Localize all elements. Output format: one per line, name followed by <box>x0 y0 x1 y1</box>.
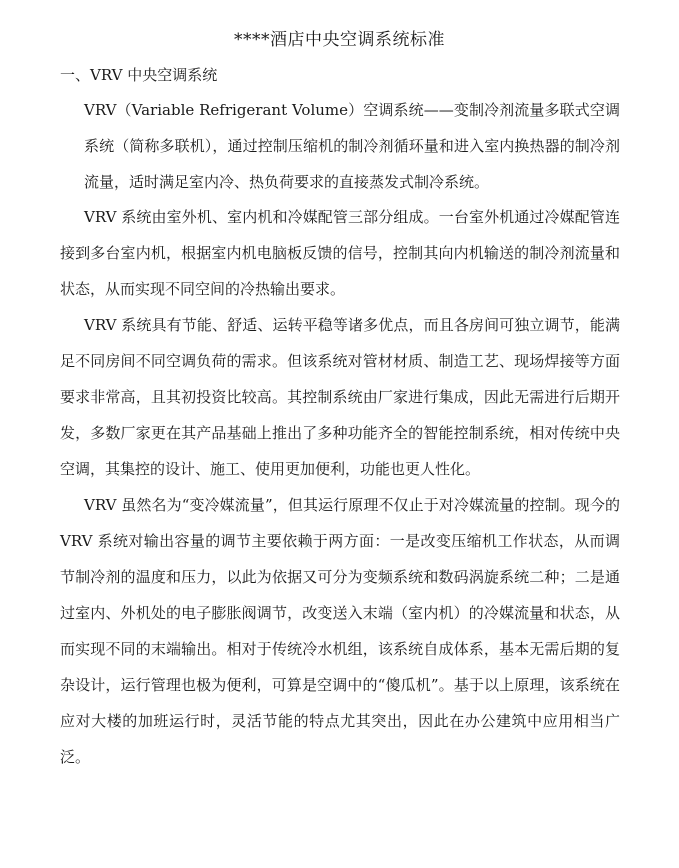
paragraph-vrv-advantages: VRV 系统具有节能、舒适、运转平稳等诸多优点，而且各房间可独立调节，能满足不同房间不同空调负荷的需求。但该系统对管材材质、制造工艺、现场焊接等方面要求非常高，且其初投资比较高。其控制系统由厂家进行集成，因此无需进行后期开发，多数厂家更在其产品基础上推出了多种功能齐全的智能控制系统，相对传统中央空调，其集控的设计、施工、使用更加便利，功能也更人性化。 <box>60 316 620 478</box>
paragraph-vrv-definition: VRV（Variable Refrigerant Volume）空调系统——变制冷剂流量多联式空调系统（简称多联机），通过控制压缩机的制冷剂循环量和进入室内换热器的制冷剂流量，适时满足室内冷、热负荷要求的直接蒸发式制冷系统。 <box>84 101 620 191</box>
paragraph-vrv-components: VRV 系统由室外机、室内机和冷媒配管三部分组成。一台室外机通过冷媒配管连接到多台室内机，根据室内机电脑板反馈的信号，控制其向内机输送的制冷剂流量和状态，从而实现不同空间的冷热输出要求。 <box>60 208 620 298</box>
paragraph-vrv-principle: VRV 虽然名为“变冷媒流量”，但其运行原理不仅止于对冷媒流量的控制。现今的 VRV 系统对输出容量的调节主要依赖于两方面：一是改变压缩机工作状态，从而调节制冷剂的温度和压力，以此为依据又可分为变频系统和数码涡旋系统二种；二是通过室内、外机处的电子膨胀阀调节，改变送入末端（室内机）的冷媒流量和状态，从而实现不同的末端输出。相对于传统冷水机组，该系统自成体系，基本无需后期的复杂设计，运行管理也极为便利，可算是空调中的“傻瓜机”。基于以上原理，该系统在应对大楼的加班运行时，灵活节能的特点尤其突出，因此在办公建筑中应用相当广泛。 <box>60 496 620 766</box>
section-heading: 一、VRV 中央空调系统 <box>60 66 218 84</box>
document-title: ****酒店中央空调系统标准 <box>234 30 445 50</box>
